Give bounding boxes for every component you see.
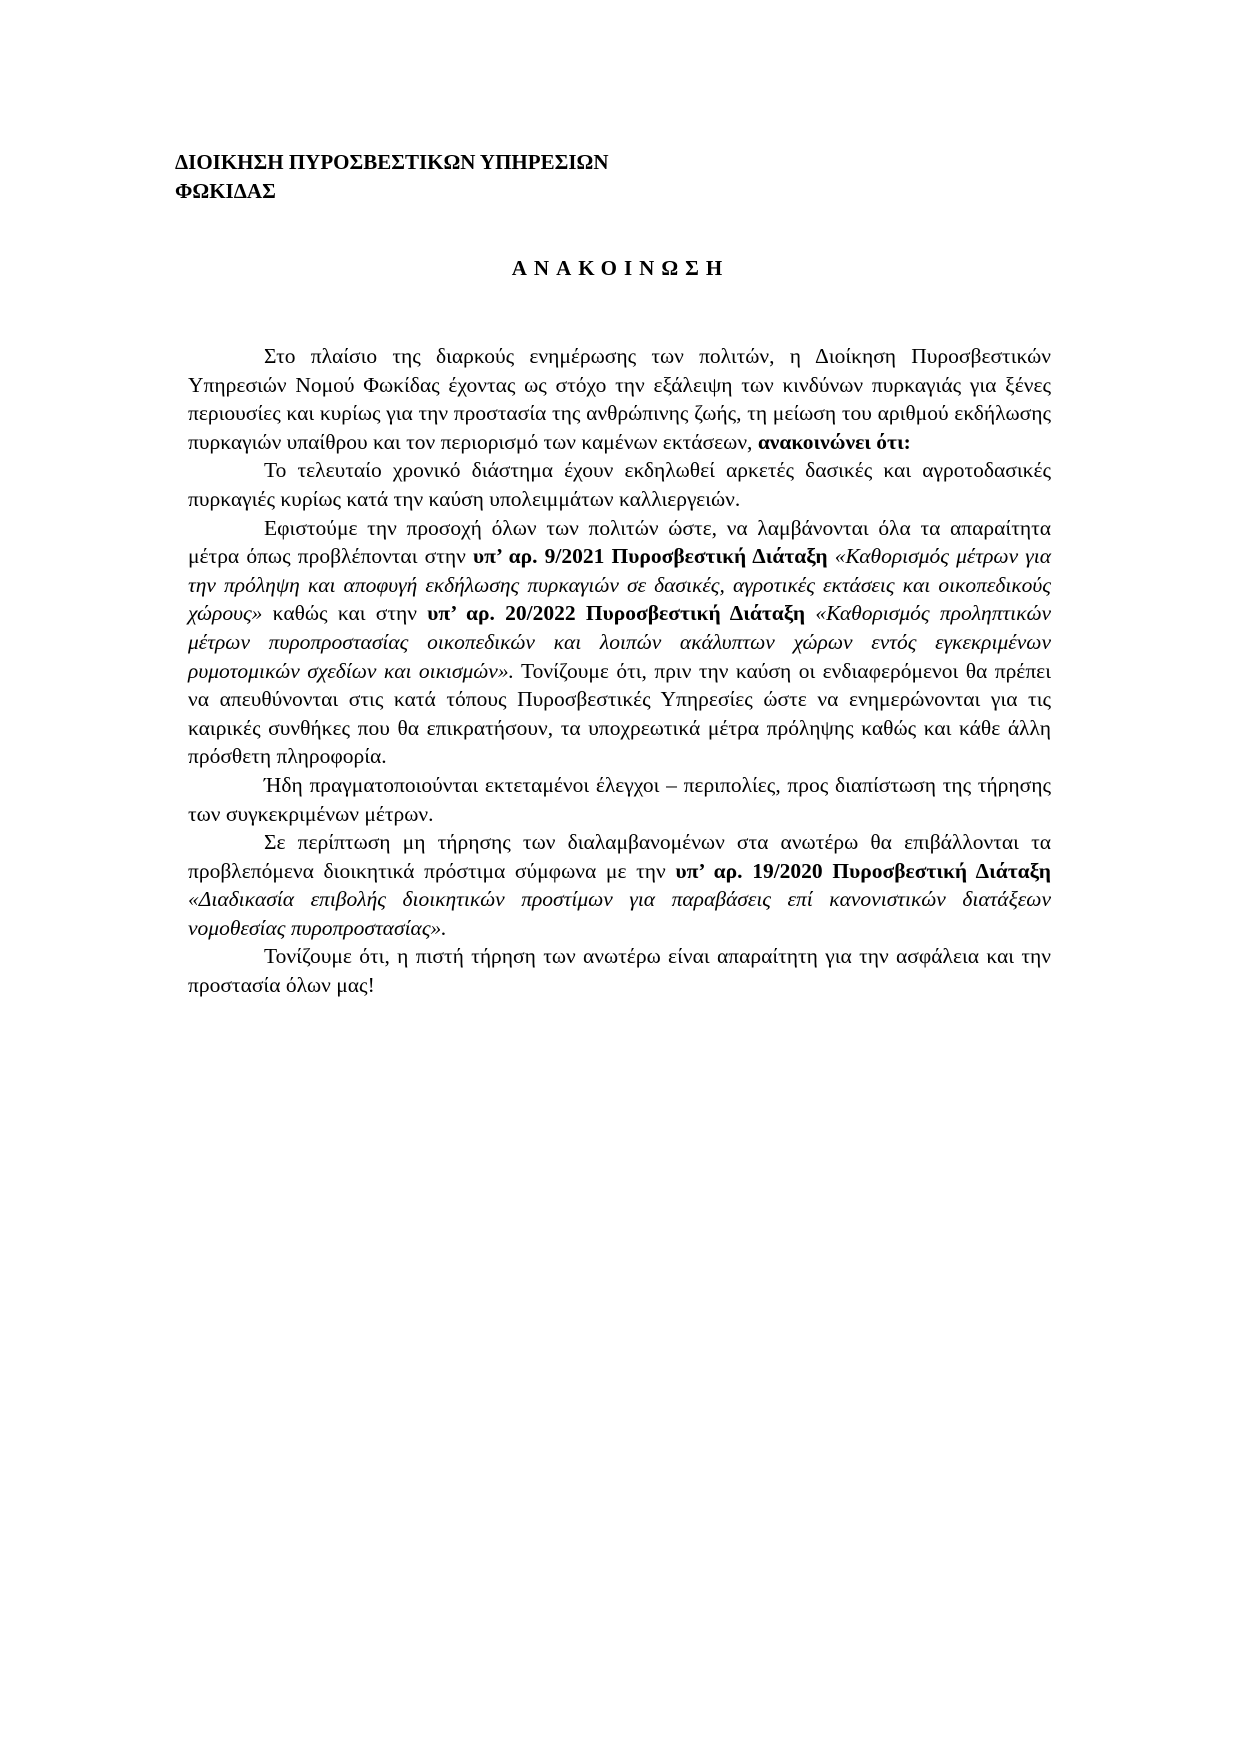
intro-bold: ανακοινώνει ότι: (757, 429, 911, 454)
patrols-text: Ήδη πραγματοποιούνται εκτεταμένοι έλεγχοι – περιπολίες, προς διαπίστωση της τήρησης των συγκεκριμένων μέτρων. (188, 772, 1051, 826)
paragraph-patrols (188, 771, 1051, 828)
fines-ordinance-19-2020-title: «Διαδικασία επιβολής διοικητικών προστίμων για παραβάσεις επί κανονιστικών διατάξεων νομοθεσίας πυροπροστασίας». (188, 887, 1051, 940)
issuer-line-1: ΔΙΟΙΚΗΣΗ ΠΥΡΟΣΒΕΣΤΙΚΩΝ ΥΠΗΡΕΣΙΩΝ (175, 150, 609, 174)
fines-ordinance-19-2020: υπ’ αρ. 19/2020 Πυροσβεστική Διάταξη (675, 858, 1051, 883)
issuer-line-2: ΦΩΚΙΔΑΣ (175, 179, 276, 203)
paragraph-measures (188, 514, 1051, 771)
announcement-title: ΑΝΑΚΟΙΝΩΣΗ (511, 256, 730, 280)
measures-text-1: Εφιστούμε την προσοχή όλων των πολιτών ώστε, να λαμβάνονται όλα τα απαραίτητα μέτρα όπως προβλέπονται στην (188, 515, 1051, 569)
measures-text-2: καθώς και στην (262, 601, 428, 626)
paragraph-intro (188, 342, 1051, 456)
paragraph-recent-fires (188, 456, 1051, 513)
recent-fires-text: Το τελευταίο χρονικό διάστημα έχουν εκδηλωθεί αρκετές δασικές και αγροτοδασικές πυρκαγιές κυρίως κατά την καύση υπολειμμάτων καλλιεργειών. (188, 458, 1051, 511)
announcement-body (188, 342, 1051, 1000)
measures-ordinance-9-2021-title: «Καθορισμός μέτρων για την πρόληψη και αποφυγή εκδήλωσης πυρκαγιών σε δασικές, αγροτικές εκτάσεις και οικοπεδικούς χώρους» (188, 544, 1052, 626)
fines-text-1: Σε περίπτωση μη τήρησης των διαλαμβανομένων στα ανωτέρω θα επιβάλλονται τα προβλεπόμενα διοικητικά πρόστιμα σύμφωνα με την (188, 830, 1051, 883)
measures-ordinance-20-2022-title: «Καθορισμός προληπτικών μέτρων πυροπροστασίας οικοπεδικών και λοιπών ακάλυπτων χώρων εντός εγκεκριμένων ρυμοτομικών σχεδίων και οικισμών». (188, 601, 1052, 683)
issuer-header (175, 148, 608, 206)
closing-text: Τονίζουμε ότι, η πιστή τήρηση των ανωτέρω είναι απαραίτητη για την ασφάλεια και την προστασία όλων μας! (188, 944, 1051, 998)
intro-text: Στο πλαίσιο της διαρκούς ενημέρωσης των πολιτών, η Διοίκηση Πυροσβεστικών Υπηρεσιών Νομού Φωκίδας έχοντας ως στόχο την εξάλειψη των κινδύνων πυρκαγιάς για ξένες περιουσίες και κυρίως για την προστασία της ανθρώπινης ζωής, τη μείωση του αριθμού εκδήλωσης πυρκαγιών υπαίθρου και τον περιορισμό των καμένων εκτάσεων, (188, 344, 1051, 454)
measures-ordinance-9-2021: υπ’ αρ. 9/2021 Πυροσβεστική Διάταξη (472, 544, 828, 569)
paragraph-fines (188, 828, 1051, 942)
measures-text-3: Τονίζουμε ότι, πριν την καύση οι ενδιαφερόμενοι θα πρέπει να απευθύνονται στις κατά τόπους Πυροσβεστικές Υπηρεσίες ώστε να ενημερώνονται για τις καιρικές συνθήκες που θα επικρατήσουν, τα υποχρεωτικά μέτρα πρόληψης καθώς και κάθε άλλη πρόσθετη πληροφορία. (188, 658, 1051, 769)
paragraph-closing (188, 942, 1051, 999)
measures-ordinance-20-2022: υπ’ αρ. 20/2022 Πυροσβεστική Διάταξη (427, 601, 806, 626)
